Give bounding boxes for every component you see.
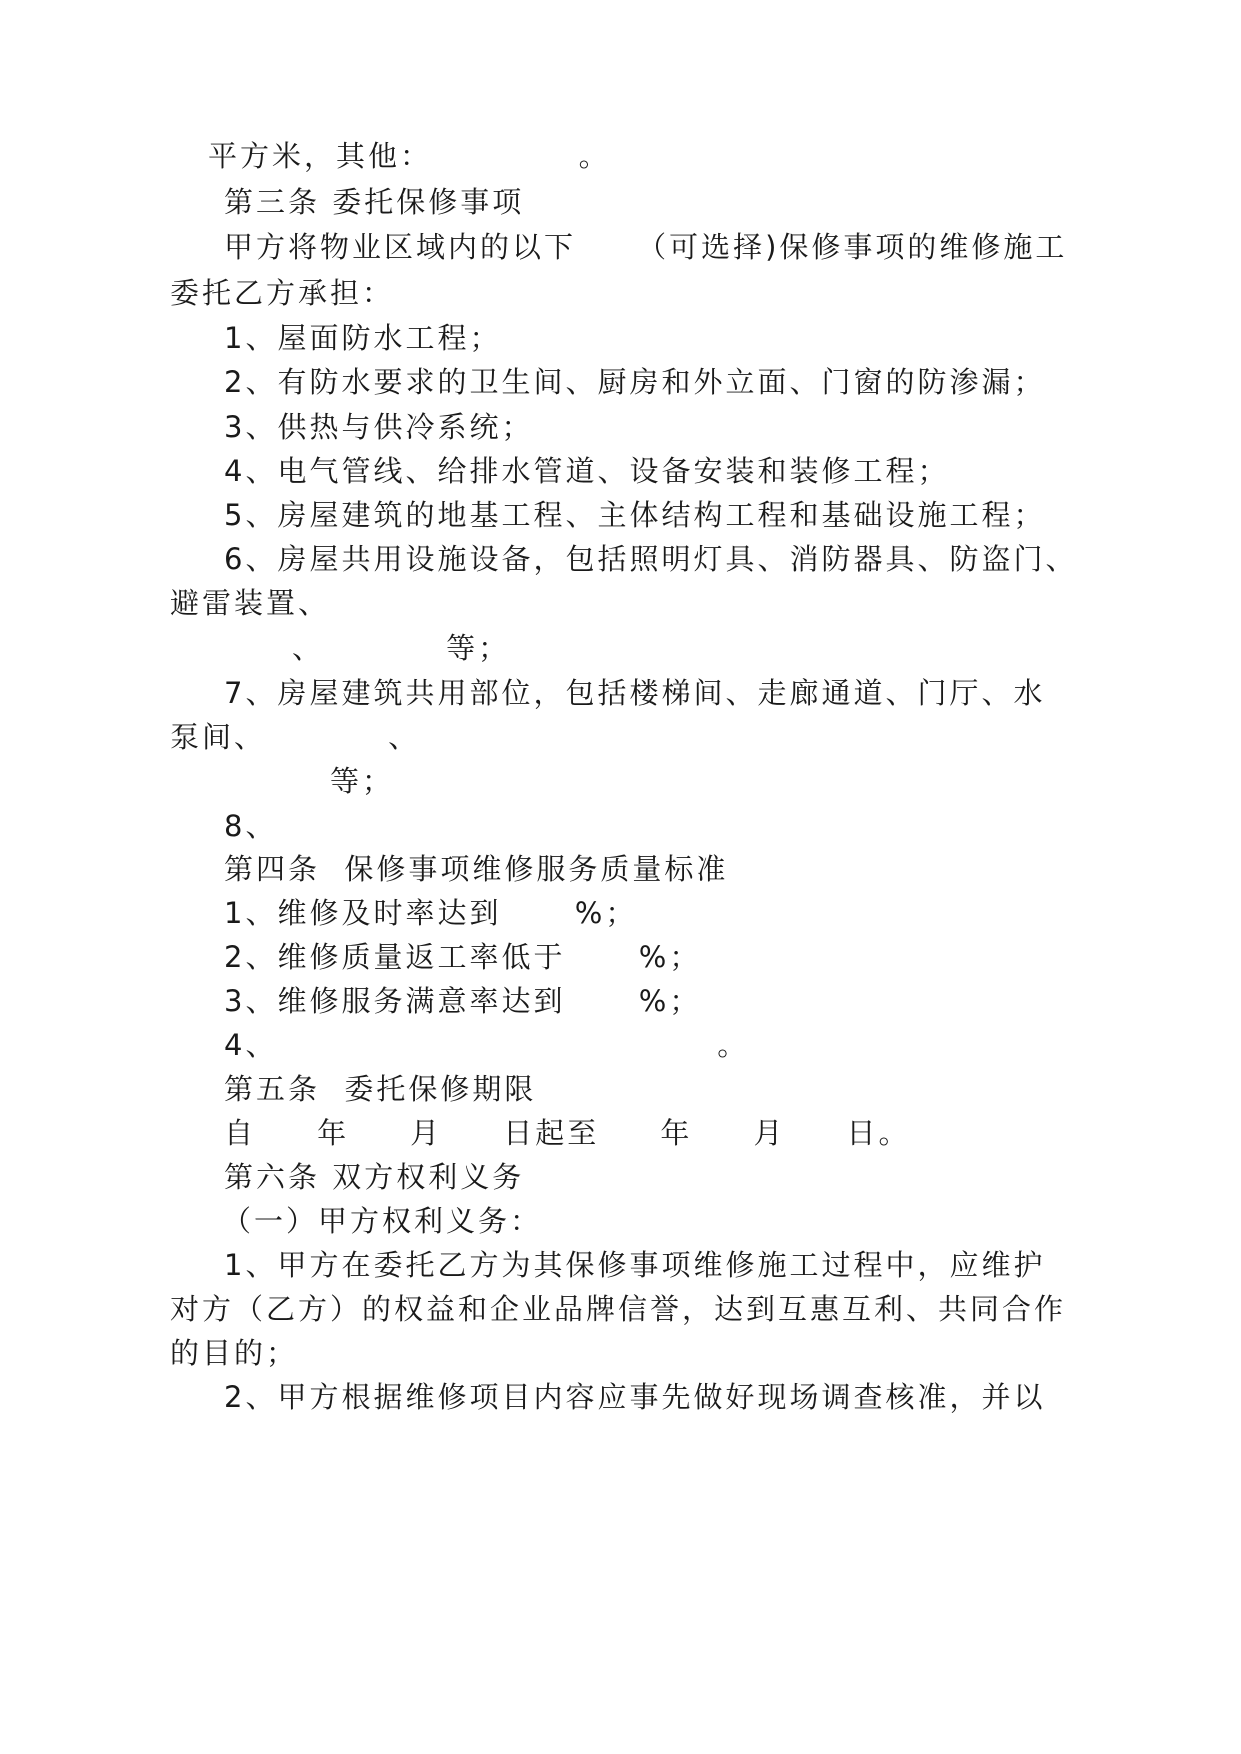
article-heading: 第三条 委托保修事项 [224,185,525,219]
list-item: 3、供热与供冷系统； [224,410,534,444]
text-line: 委托乙方承担： [170,276,395,310]
text-line: 避雷装置、 [170,586,331,620]
list-item: 1、甲方在委托乙方为其保修事项维修施工过程中，应维护 [224,1248,1046,1282]
list-item: 6、房屋共用设施设备，包括照明灯具、消防器具、防盗门、 [224,542,1078,576]
list-item: 1、屋面防水工程； [224,321,502,355]
list-item: 8、 [224,809,278,843]
list-item: 7、房屋建筑共用部位，包括楼梯间、走廊通道、门厅、水 [224,676,1046,710]
list-item: 2、甲方根据维修项目内容应事先做好现场调查核准，并以 [224,1380,1046,1414]
text-line: 、 等； [292,631,511,665]
list-item: 1、维修及时率达到 %； [224,896,638,930]
article-heading: 第六条 双方权利义务 [224,1160,525,1194]
text-line: 自 年 月 日起至 年 月 日。 [224,1116,911,1150]
list-item: 2、维修质量返工率低于 %； [224,940,702,974]
text-line: 等； [330,764,395,798]
text-line: 泵间、 、 [170,720,421,754]
list-item: 3、维修服务满意率达到 %； [224,984,702,1018]
text-line: 的目的； [170,1336,299,1370]
list-item: 5、房屋建筑的地基工程、主体结构工程和基础设施工程； [224,498,1046,532]
text-line: 甲方将物业区域内的以下 （可选择)保修事项的维修施工 [224,230,1068,264]
section-heading: （一）甲方权利义务： [222,1204,543,1238]
article-heading: 第五条 委托保修期限 [224,1072,537,1106]
list-item: 4、 。 [224,1028,750,1062]
text-line: 对方（乙方）的权益和企业品牌信誉，达到互惠互利、共同合作 [170,1292,1067,1326]
list-item: 4、电气管线、给排水管道、设备安装和装修工程； [224,454,950,488]
list-item: 2、有防水要求的卫生间、厨房和外立面、门窗的防渗漏； [224,365,1046,399]
article-heading: 第四条 保修事项维修服务质量标准 [224,852,729,886]
text-line: 平方米，其他： 。 [208,139,611,173]
